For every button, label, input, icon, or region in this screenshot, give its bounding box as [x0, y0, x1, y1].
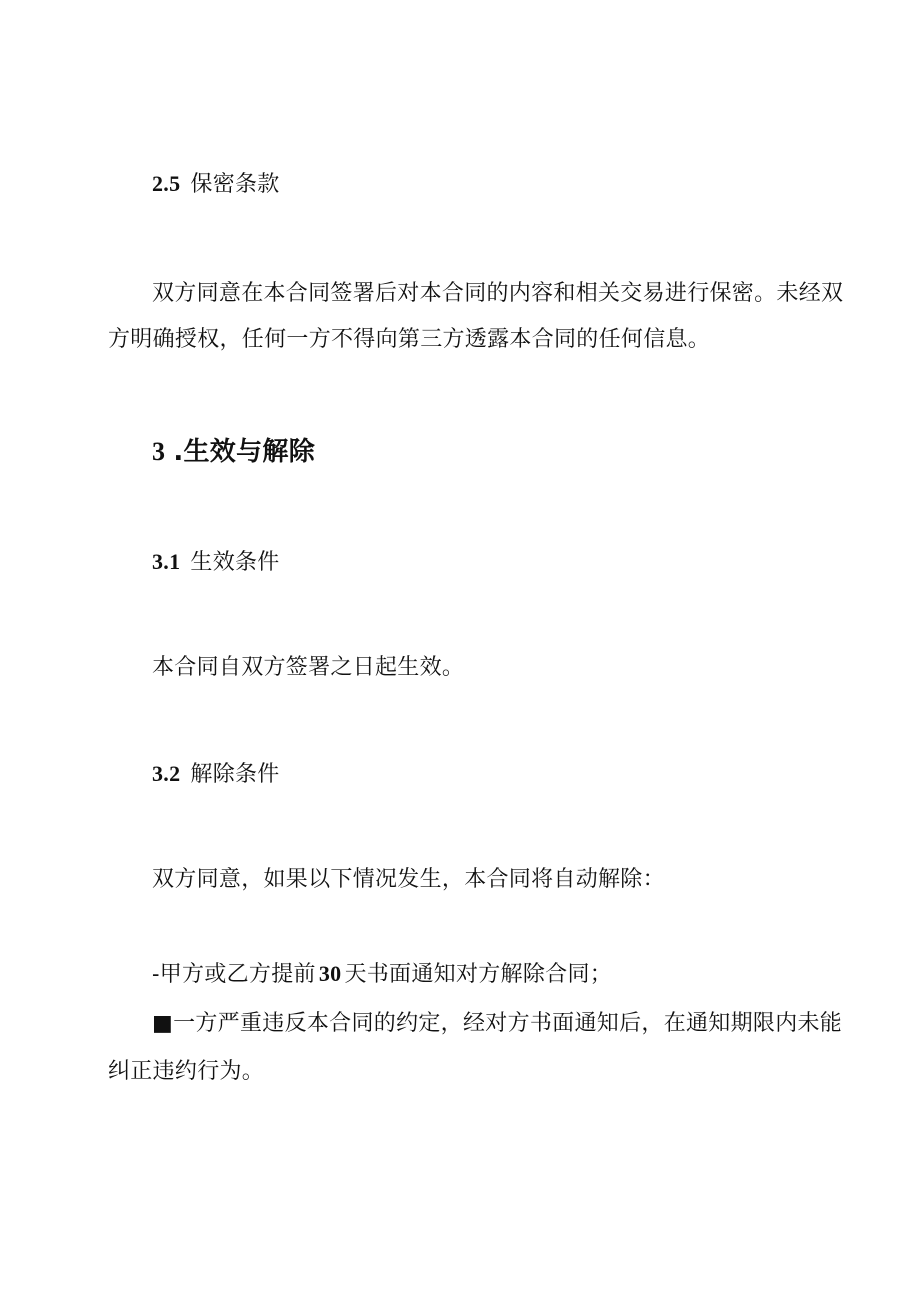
section-title: .生效与解除: [173, 437, 315, 467]
paragraph-line: 方明确授权，任何一方不得向第三方透露本合同的任何信息。: [108, 327, 711, 352]
notice-days: 30: [318, 961, 342, 986]
section-heading-3-2: [152, 758, 872, 791]
paragraph-line: 本合同自双方签署之日起生效。: [152, 655, 465, 680]
section-number: 2.5: [152, 171, 181, 196]
section-heading-3-1: [152, 546, 872, 579]
section-heading-2-5: [152, 168, 872, 201]
paragraph-line: 双方同意，如果以下情况发生，本合同将自动解除：: [152, 867, 665, 892]
section-number: 3.1: [152, 549, 181, 574]
list-item-text: 天书面通知对方解除合同；: [344, 962, 613, 987]
section-number: 3.2: [152, 761, 181, 786]
list-item-text: -甲方或乙方提前: [152, 962, 316, 987]
section-title: 生效条件: [190, 550, 280, 575]
section-heading-3: [152, 434, 872, 470]
paragraph-line: 双方同意在本合同签署后对本合同的内容和相关交易进行保密。未经双: [152, 281, 844, 306]
list-item: ■一方严重违反本合同的约定，经对方书面通知后，在通知期限内未能: [152, 1011, 843, 1036]
section-number: 3: [152, 437, 166, 466]
section-title: 解除条件: [190, 762, 280, 787]
paragraph-line: 纠正违约行为。: [108, 1059, 265, 1084]
section-title: 保密条款: [190, 172, 280, 197]
list-item: [152, 958, 872, 991]
